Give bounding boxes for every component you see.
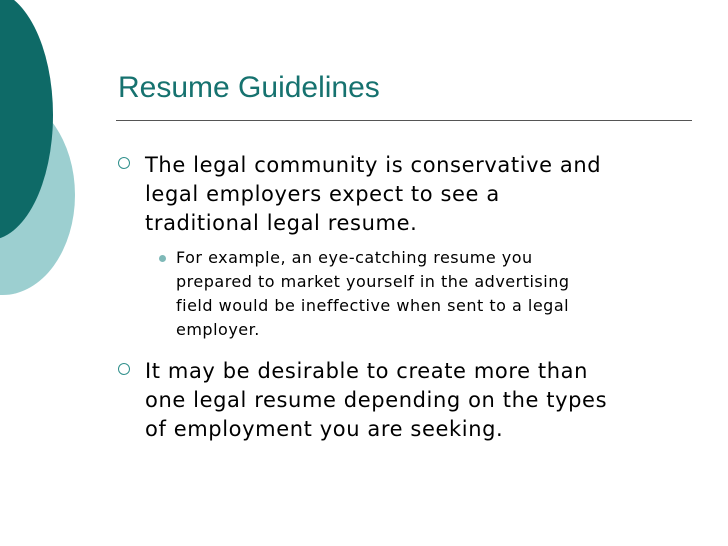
- slide-title: Resume Guidelines: [118, 71, 380, 104]
- bullet-1-line-2: legal employers expect to see a: [145, 182, 500, 206]
- sub-bullet-line-1: For example, an eye-catching resume you: [176, 248, 533, 267]
- filled-dot-bullet-icon: [159, 255, 166, 262]
- hollow-circle-bullet-icon: [118, 363, 130, 375]
- sub-bullet-line-4: employer.: [176, 320, 260, 339]
- bullet-2-line-3: of employment you are seeking.: [145, 417, 504, 441]
- bullet-2-line-1: It may be desirable to create more than: [145, 359, 589, 383]
- title-divider: [116, 120, 692, 121]
- sub-bullet-line-3: field would be ineffective when sent to a legal: [176, 296, 570, 315]
- bullet-2-text: [145, 357, 607, 444]
- sub-bullet-1-1-text: [176, 246, 570, 342]
- bullet-2-line-2: one legal resume depending on the types: [145, 388, 608, 412]
- sub-bullet-line-2: prepared to market yourself in the advertising: [176, 272, 570, 291]
- bullet-1-line-3: traditional legal resume.: [145, 211, 418, 235]
- bullet-1-line-1: The legal community is conservative and: [145, 153, 602, 177]
- hollow-circle-bullet-icon: [118, 157, 130, 169]
- bullet-1-text: [145, 151, 601, 238]
